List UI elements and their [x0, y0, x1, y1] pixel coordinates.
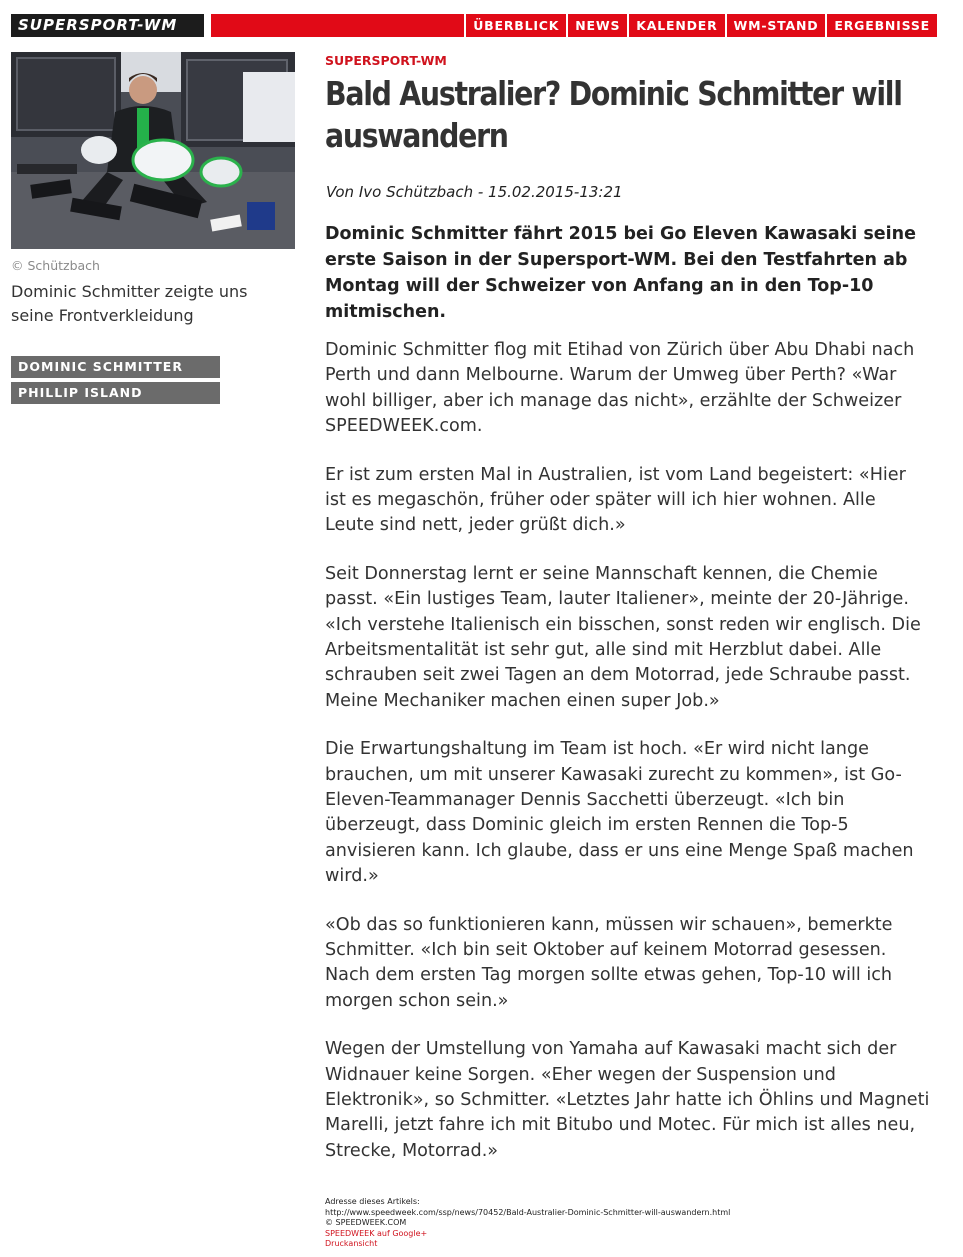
- article-paragraph: Dominic Schmitter flog mit Etihad von Zürich über Abu Dhabi nach Perth und dann Melbourne. Warum der Umweg über Perth? «War wohl billiger, aber ich manage das nicht», erzählte der Schweizer SPEEDWEEK.com.: [325, 340, 915, 436]
- article-url[interactable]: http://www.speedweek.com/ssp/news/70452/Bald-Australier-Dominic-Schmitter-will-auswandern.html: [325, 1207, 731, 1217]
- article-paragraph: Seit Donnerstag lernt er seine Mannschaft kennen, die Chemie passt. «Ein lustiges Team, lauter Italiener», meinte der 20-Jährige. «Ich verstehe Italienisch ein bisschen, sonst reden wir englisch. Die Arbeitsmentalität ist sehr gut, alle sind mit Herzblut dabei. Alle schrauben seit zwei Tagen an dem Motorrad, jede Schraube passt. Meine Mechaniker machen einen super Job.»: [325, 564, 921, 711]
- article-footer: [325, 1197, 945, 1250]
- article-lead: Dominic Schmitter fährt 2015 bei Go Eleven Kawasaki seine erste Saison in der Supersport-WM. Bei den Testfahrten ab Montag will der Schweizer von Anfang an in den Top-10 mitmischen.: [325, 224, 916, 322]
- nav-kalender[interactable]: KALENDER: [627, 14, 724, 37]
- article-body: [325, 338, 930, 1187]
- photo-credit: © Schützbach: [11, 258, 100, 273]
- article-paragraph: «Ob das so funktionieren kann, müssen wir schauen», bemerkte Schmitter. «Ich bin seit Oktober auf keinem Motorrad gesessen. Nach dem ersten Tag morgen sollte etwas gehen, Top-10 will ich morgen schon sein.»: [325, 914, 893, 1011]
- copyright: © SPEEDWEEK.COM: [325, 1218, 407, 1228]
- article-headline: Bald Australier? Dominic Schmitter will auswandern: [325, 74, 902, 155]
- article-kicker: SUPERSPORT-WM: [325, 53, 447, 68]
- section-logo[interactable]: SUPERSPORT-WM: [11, 14, 204, 37]
- main-nav: [464, 14, 937, 37]
- article-paragraph: Die Erwartungshaltung im Team ist hoch. «Er wird nicht lange brauchen, um mit unserer Kawasaki zurecht zu kommen», ist Go-Eleven-Teammanager Dennis Sacchetti überzeugt. «Ich bin überzeugt, dass Dominic gleich im ersten Rennen die Top-5 anvisieren kann. Ich glaube, dass er uns eine Menge Spaß machen wird.»: [325, 739, 914, 886]
- print-view-link[interactable]: Druckansicht: [325, 1239, 378, 1249]
- top-nav-bar: [211, 14, 937, 37]
- article-paragraph: Er ist zum ersten Mal in Australien, ist vom Land begeistert: «Hier ist es megaschön, früher oder später will ich hier wohnen. Alle Leute sind nett, jeder grüßt dich.»: [325, 464, 906, 536]
- photo-caption: Dominic Schmitter zeigte uns seine Frontverkleidung: [11, 282, 248, 325]
- article-photo: [11, 52, 295, 249]
- address-label: Adresse dieses Artikels:: [325, 1197, 420, 1206]
- nav-news[interactable]: NEWS: [566, 14, 627, 37]
- nav-ueberblick[interactable]: ÜBERBLICK: [464, 14, 566, 37]
- tag-dominic-schmitter[interactable]: DOMINIC SCHMITTER: [11, 356, 220, 378]
- article-byline: Von Ivo Schützbach - 15.02.2015-13:21: [326, 183, 623, 201]
- google-plus-link[interactable]: SPEEDWEEK auf Google+: [325, 1228, 428, 1238]
- article-paragraph: Wegen der Umstellung von Yamaha auf Kawasaki macht sich der Widnauer keine Sorgen. «Eher wegen der Suspension und Elektronik», so Schmitter. «Letztes Jahr hatte ich Öhlins und Magneti Marelli, jetzt fahre ich mit Bitubo und Motec. Für mich ist alles neu, Strecke, Motorrad.»: [325, 1039, 930, 1161]
- nav-ergebnisse[interactable]: ERGEBNISSE: [825, 14, 937, 37]
- nav-wm-stand[interactable]: WM-STAND: [725, 14, 826, 37]
- tag-phillip-island[interactable]: PHILLIP ISLAND: [11, 382, 220, 404]
